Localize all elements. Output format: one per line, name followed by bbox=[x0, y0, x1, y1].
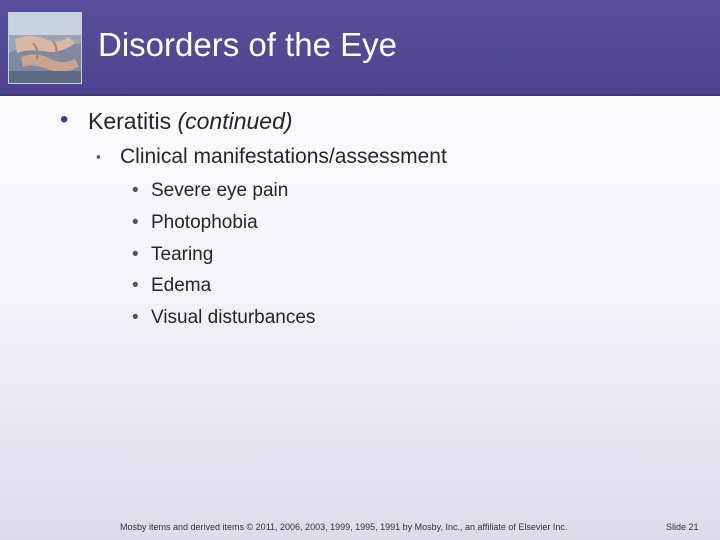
list-item-text: Visual disturbances bbox=[151, 307, 316, 328]
bullet-level2-text: Clinical manifestations/assessment bbox=[120, 145, 447, 168]
bullet-icon: • bbox=[132, 244, 139, 265]
bullet-level1-main: Keratitis bbox=[88, 108, 178, 134]
bullet-level1-emphasis: (continued) bbox=[177, 108, 293, 134]
slide-number: Slide 21 bbox=[666, 522, 699, 532]
slide-header bbox=[0, 0, 720, 96]
hands-clasped-photo-icon bbox=[9, 13, 81, 83]
square-bullet-icon: ▪ bbox=[96, 149, 101, 164]
list-item-text: Tearing bbox=[151, 244, 214, 265]
bullet-icon: • bbox=[132, 212, 139, 233]
list-item-text: Photophobia bbox=[151, 212, 258, 233]
bullet-level1-text bbox=[88, 108, 293, 135]
slide-title: Disorders of the Eye bbox=[98, 26, 397, 63]
copyright-footer: Mosby items and derived items © 2011, 2006, 2003, 1999, 1995, 1991 by Mosby, Inc., an affiliate of Elsevier Inc. bbox=[120, 522, 568, 532]
bullet-icon: • bbox=[60, 106, 69, 133]
list-item-text: Edema bbox=[151, 275, 212, 296]
header-photo bbox=[8, 12, 82, 84]
bullet-icon: • bbox=[132, 180, 139, 201]
bullet-icon: • bbox=[132, 275, 139, 296]
list-item-text: Severe eye pain bbox=[151, 180, 289, 201]
bullet-icon: • bbox=[132, 307, 139, 328]
